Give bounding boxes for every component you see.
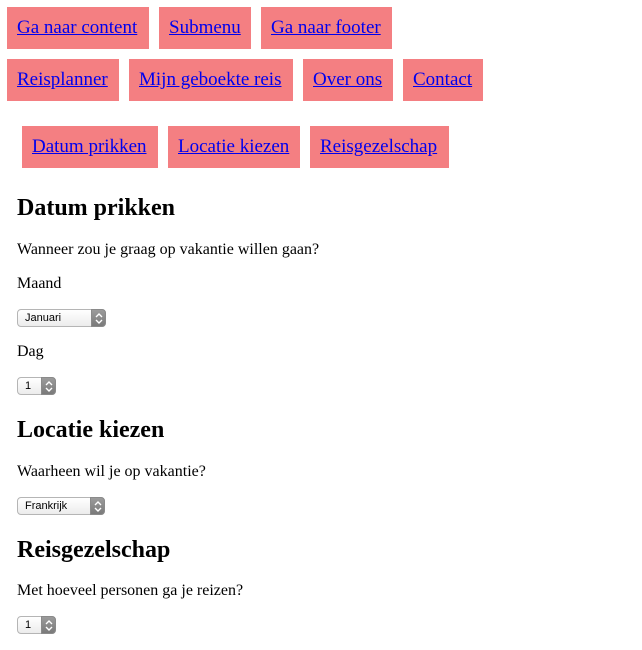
nav-item-reisplanner[interactable]: Reisplanner — [7, 59, 119, 101]
chevron-updown-icon — [90, 497, 105, 515]
persons-select-value: 1 — [25, 619, 32, 631]
day-label: Dag — [17, 343, 44, 360]
chevron-updown-icon — [41, 377, 56, 395]
month-select[interactable] — [17, 309, 106, 327]
company-question: Met hoeveel personen ga je reizen? — [17, 582, 244, 599]
location-question: Waarheen wil je op vakantie? — [17, 463, 206, 480]
country-select[interactable] — [17, 497, 105, 515]
submenu-link[interactable]: Submenu — [159, 7, 251, 49]
location-section-heading: Locatie kiezen — [17, 417, 165, 443]
subnav-item-datum-prikken[interactable]: Datum prikken — [22, 126, 158, 168]
day-select[interactable] — [17, 377, 56, 395]
subnav-item-locatie-kiezen[interactable]: Locatie kiezen — [168, 126, 300, 168]
nav-item-contact[interactable]: Contact — [403, 59, 483, 101]
month-label: Maand — [17, 275, 62, 292]
nav-item-over-ons[interactable]: Over ons — [303, 59, 393, 101]
month-select-value: Januari — [25, 312, 62, 324]
subnav-item-reisgezelschap[interactable]: Reisgezelschap — [310, 126, 449, 168]
country-select-value: Frankrijk — [25, 500, 68, 512]
skip-to-content-link[interactable]: Ga naar content — [7, 7, 149, 49]
company-section-heading: Reisgezelschap — [17, 537, 171, 563]
chevron-updown-icon — [91, 309, 106, 327]
persons-select[interactable] — [17, 616, 56, 634]
skip-to-footer-link[interactable]: Ga naar footer — [261, 7, 392, 49]
chevron-updown-icon — [41, 616, 56, 634]
day-select-value: 1 — [25, 380, 32, 392]
date-section-heading: Datum prikken — [17, 195, 176, 221]
date-question: Wanneer zou je graag op vakantie willen gaan? — [17, 241, 320, 258]
nav-item-mijn-geboekte-reis[interactable]: Mijn geboekte reis — [129, 59, 293, 101]
